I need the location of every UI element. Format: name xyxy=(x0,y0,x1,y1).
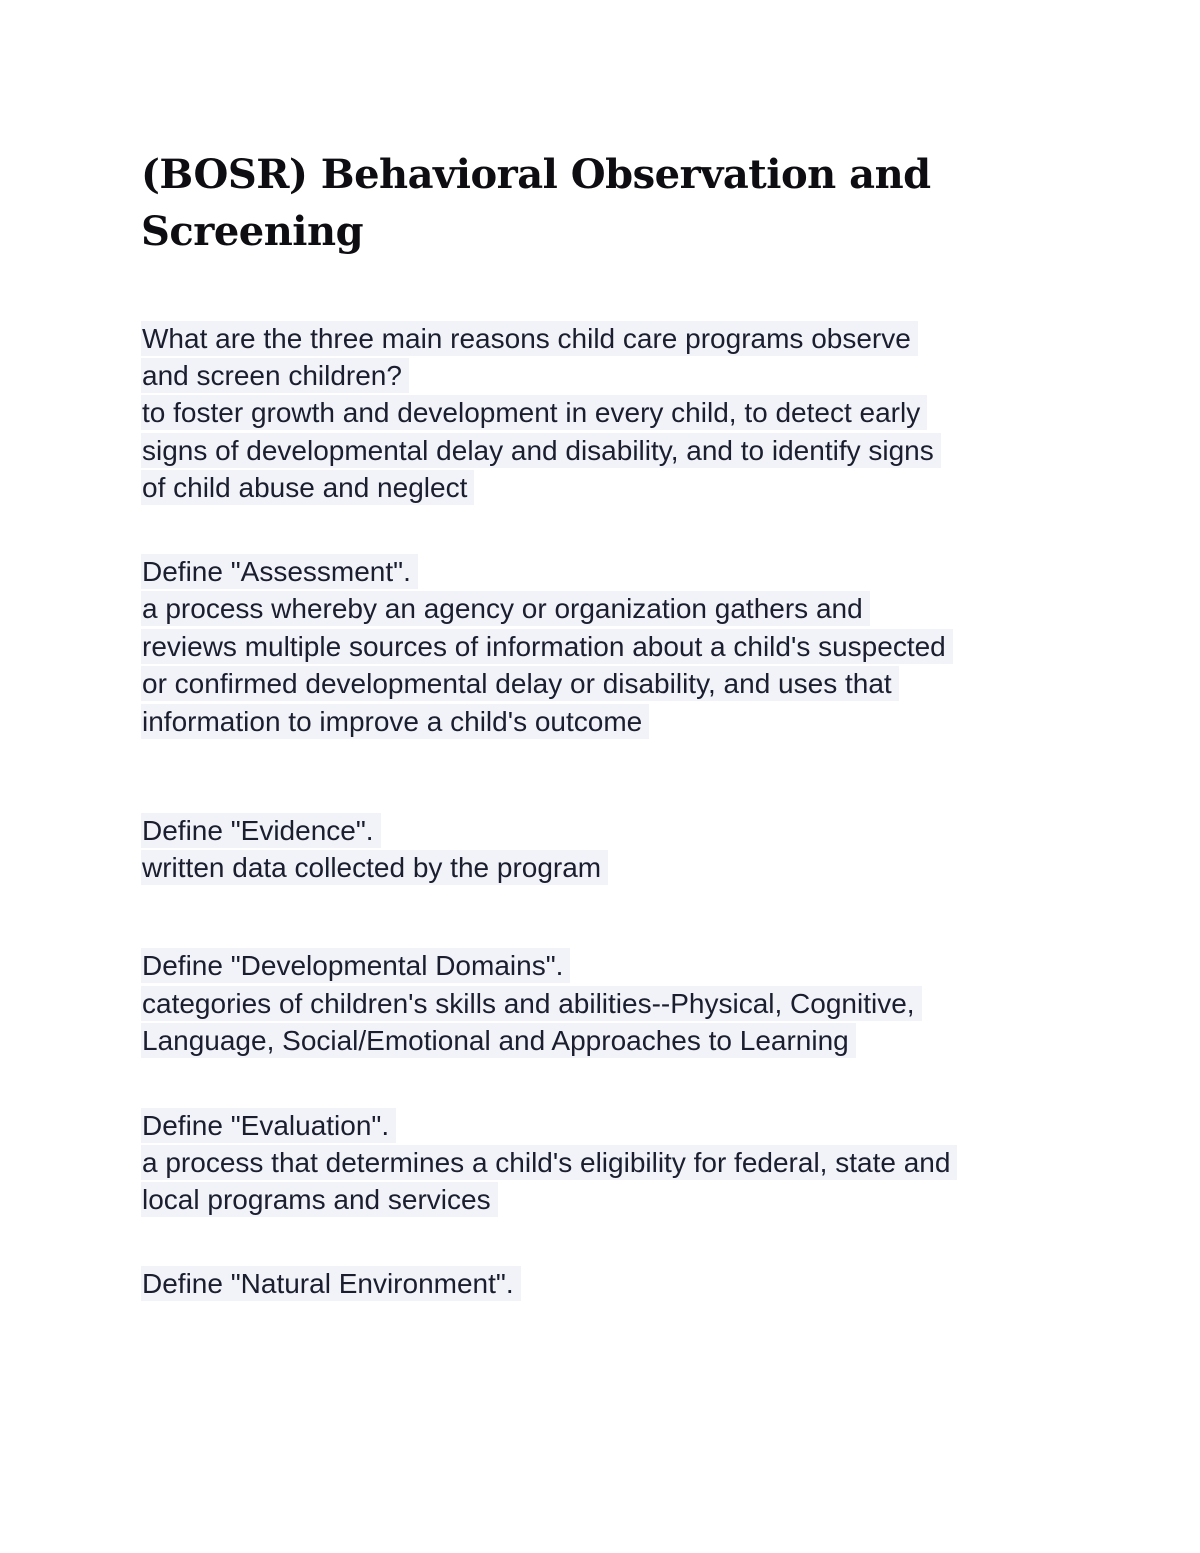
question-1-line-1: What are the three main reasons child care programs observe xyxy=(141,321,918,356)
question-2-line-1: Define "Assessment". xyxy=(141,554,418,589)
title-line-2: Screening xyxy=(141,208,364,255)
question-6-line-1: Define "Natural Environment". xyxy=(141,1266,521,1301)
answer-2-line-3: or confirmed developmental delay or disability, and uses that xyxy=(141,666,899,701)
answer-1-line-3: of child abuse and neglect xyxy=(141,470,474,505)
question-1-line-2: and screen children? xyxy=(141,358,409,393)
answer-2-line-4: information to improve a child's outcome xyxy=(141,704,649,739)
question-5-line-1: Define "Evaluation". xyxy=(141,1108,396,1143)
answer-4-line-1: categories of children's skills and abilities--Physical, Cognitive, xyxy=(141,986,922,1021)
question-4-line-1: Define "Developmental Domains". xyxy=(141,948,570,983)
answer-4-line-2: Language, Social/Emotional and Approaches to Learning xyxy=(141,1023,856,1058)
answer-5-line-2: local programs and services xyxy=(141,1182,498,1217)
answer-1-line-1: to foster growth and development in every child, to detect early xyxy=(141,395,927,430)
answer-5-line-1: a process that determines a child's eligibility for federal, state and xyxy=(141,1145,957,1180)
answer-2-line-2: reviews multiple sources of information about a child's suspected xyxy=(141,629,953,664)
answer-1-line-2: signs of developmental delay and disability, and to identify signs xyxy=(141,433,941,468)
answer-2-line-1: a process whereby an agency or organization gathers and xyxy=(141,591,870,626)
question-3-line-1: Define "Evidence". xyxy=(141,813,381,848)
document-title xyxy=(141,146,1041,260)
title-line-1: (BOSR) Behavioral Observation and xyxy=(141,151,931,198)
answer-3-line-1: written data collected by the program xyxy=(141,850,608,885)
